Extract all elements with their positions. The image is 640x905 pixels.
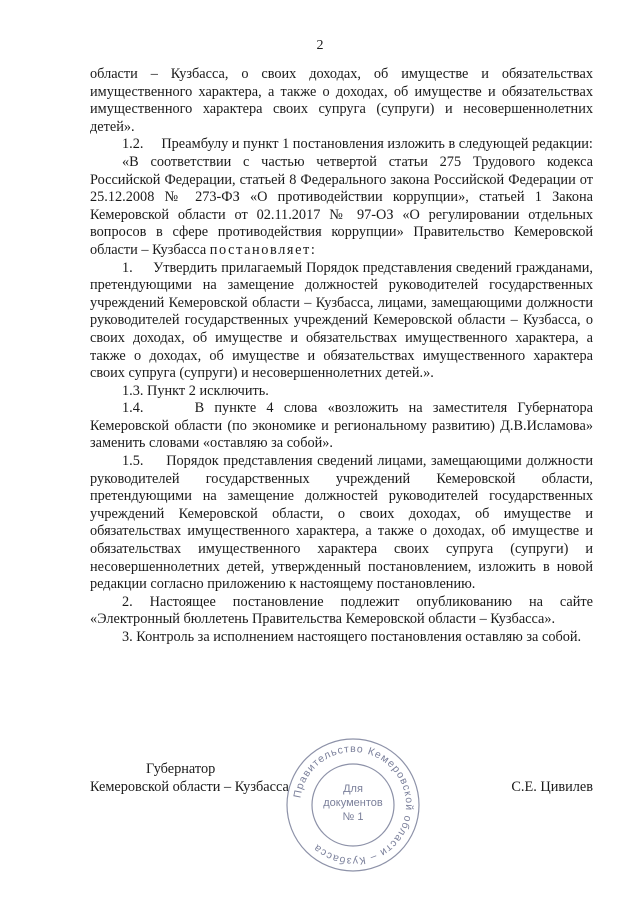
stamp-line1: Для [343, 783, 363, 795]
preamble-keyword: постановляет: [209, 241, 317, 258]
stamp-line2: документов [323, 797, 383, 809]
signatory-name: С.Е. Цивилев [511, 779, 593, 795]
paragraph-1-2: 1.2. Преамбулу и пункт 1 постановления изложить в следующей редакции: [122, 136, 593, 153]
paragraph-1-5: 1.5. Порядок представления сведений лицами, замещающими должности руководителей государственных учреждений Кемеровской области, претендующими на замещение должностей руководителей государственных учреждений Кемеровской области, о своих доходах, об имуществе и обязательствах имущественного характера, а также о доходах, об имуществе и обязательствах имущественного характера своих супруга (супруги) и несовершеннолетних детей, утвержденный постановлением, изложить в новой редакции согласно приложению к настоящему постановлению. [90, 453, 593, 593]
signatory-title-line1: Губернатор [146, 761, 216, 777]
stamp-ring-text: Правительство Кемеровской области – Кузбасса [291, 742, 416, 868]
stamp-line3: № 1 [342, 811, 364, 823]
paragraph-1-3: 1.3. Пункт 2 исключить. [122, 382, 269, 399]
paragraph-1-4: 1.4. В пункте 4 слова «возложить на заместителя Губернатора Кемеровской области (по экономике и региональному развитию) Д.В.Исламова» заменить словами «оставляю за собой». [90, 400, 593, 452]
preamble-text: «В соответствии с частью четвертой статьи 275 Трудового кодекса Российской Федерации, статьей 8 Федерального закона Российской Федерации от 25.12.2008 № 273-ФЗ «О противодействии коррупции», статьей 1 Закона Кемеровской области от 02.11.2017 № 97-ОЗ «О регулировании отдельных вопросов в сфере противодействия коррупции» Правительство Кемеровской области – Кузбасса [90, 153, 593, 258]
page-number: 2 [316, 38, 324, 53]
signatory-title-line2: Кемеровской области – Кузбасса [90, 779, 289, 795]
document-body [90, 66, 593, 647]
official-stamp [283, 735, 423, 875]
paragraph-2: 2. Настоящее постановление подлежит опубликованию на сайте «Электронный бюллетень Правительства Кемеровской области – Кузбасса». [90, 593, 593, 628]
paragraph-item-1: 1. Утвердить прилагаемый Порядок представления сведений гражданами, претендующими на замещение должностей руководителей государственных учреждений Кемеровской области – Кузбасса, лицами, замещающими должности руководителей государственных учреждений Кемеровской области – Кузбасса, о своих доходах, об имуществе и обязательствах имущественного характера, а также о доходах, об имуществе и обязательствах имущественного характера своих супруга (супруги) и несовершеннолетних детей.». [90, 259, 593, 382]
paragraph-preamble [90, 154, 593, 260]
paragraph-3: 3. Контроль за исполнением настоящего постановления оставляю за собой. [122, 629, 582, 645]
paragraph-continuation: области – Кузбасса, о своих доходах, об имуществе и обязательствах имущественного характера, а также о доходах, об имуществе и обязательствах имущественного характера своих супруга (супруги) и несовершеннолетних детей». [90, 66, 593, 135]
